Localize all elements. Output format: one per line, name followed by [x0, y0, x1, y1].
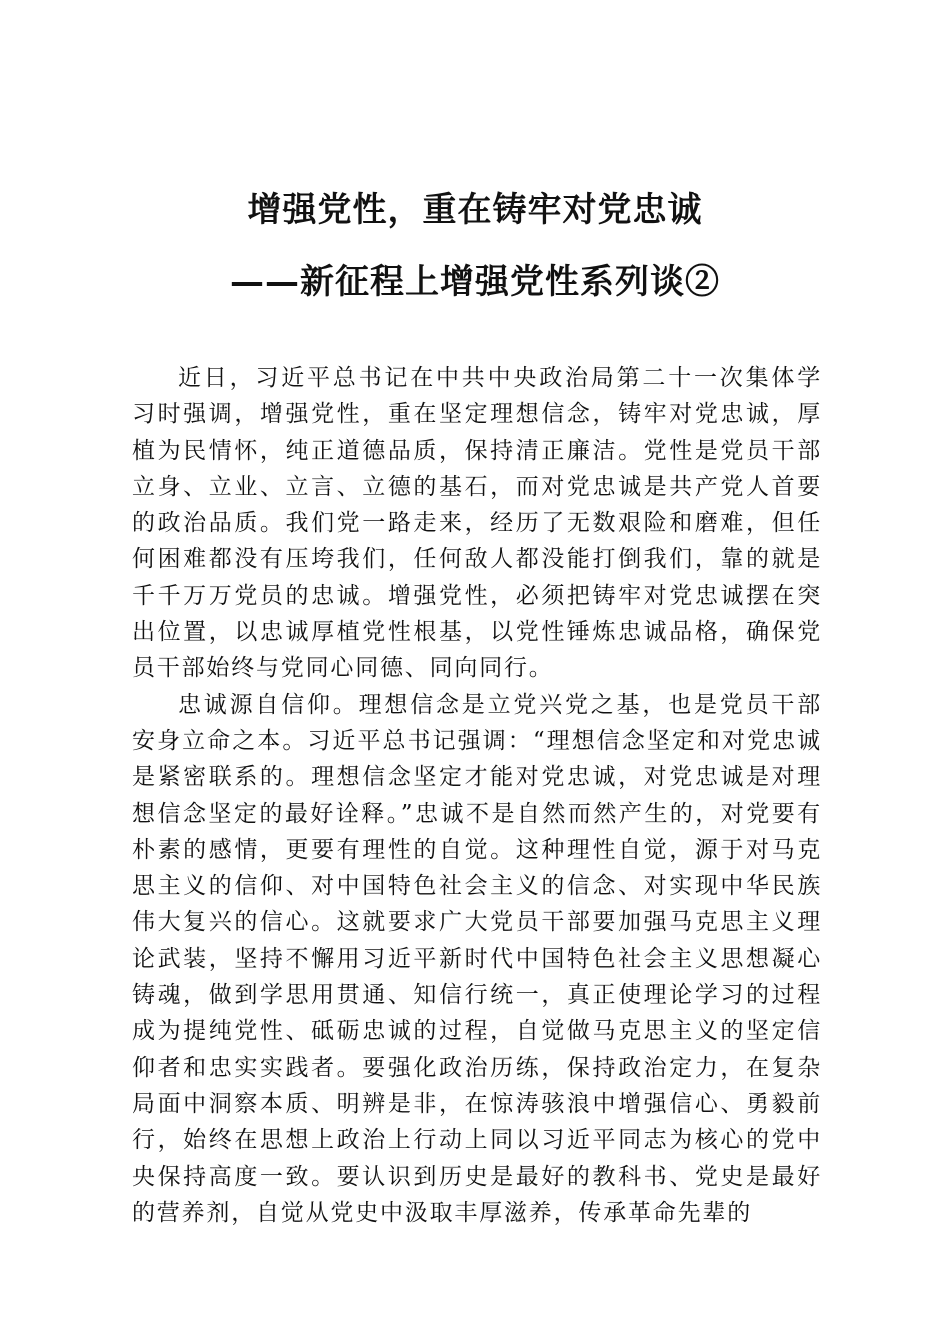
paragraph-1: 近日，习近平总书记在中共中央政治局第二十一次集体学习时强调，增强党性，重在坚定理想信念，铸牢对党忠诚，厚植为民情怀，纯正道德品质，保持清正廉洁。党性是党员干部立身、立业、立言、立德的基石，而对党忠诚是共产党人首要的政治品质。我们党一路走来，经历了无数艰险和磨难，但任何困难都没有压垮我们，任何敌人都没能打倒我们，靠的就是千千万万党员的忠诚。增强党性，必须把铸牢对党忠诚摆在突出位置，以忠诚厚植党性根基，以党性锤炼忠诚品格，确保党员干部始终与党同心同德、同向同行。: [132, 365, 822, 682]
paragraph-2: 忠诚源自信仰。理想信念是立党兴党之基，也是党员干部安身立命之本。习近平总书记强调：“理想信念坚定和对党忠诚是紧密联系的。理想信念坚定才能对党忠诚，对党忠诚是对理想信念坚定的最好诠释。”忠诚不是自然而然产生的，对党要有朴素的感情，更要有理性的自觉。这种理性自觉，源于对马克思主义的信仰、对中国特色社会主义的信念、对实现中华民族伟大复兴的信心。这就要求广大党员干部要加强马克思主义理论武装，坚持不懈用习近平新时代中国特色社会主义思想凝心铸魂，做到学思用贯通、知信行统一，真正使理论学习的过程成为提纯党性、砥砺忠诚的过程，自觉做马克思主义的坚定信仰者和忠实实践者。要强化政治历练，保持政治定力，在复杂局面中洞察本质、明辨是非，在惊涛骇浪中增强信心、勇毅前行，始终在思想上政治上行动上同以习近平同志为核心的党中央保持高度一致。要认识到历史是最好的教科书、党史是最好的营养剂，自觉从党史中汲取丰厚滋养，传承革命先辈的: [132, 691, 822, 1226]
document-body: [132, 360, 822, 1231]
title-block: [0, 190, 950, 302]
document-title: 增强党性，重在铸牢对党忠诚: [247, 190, 703, 230]
document-subtitle: ——新征程上增强党性系列谈②: [230, 262, 720, 302]
